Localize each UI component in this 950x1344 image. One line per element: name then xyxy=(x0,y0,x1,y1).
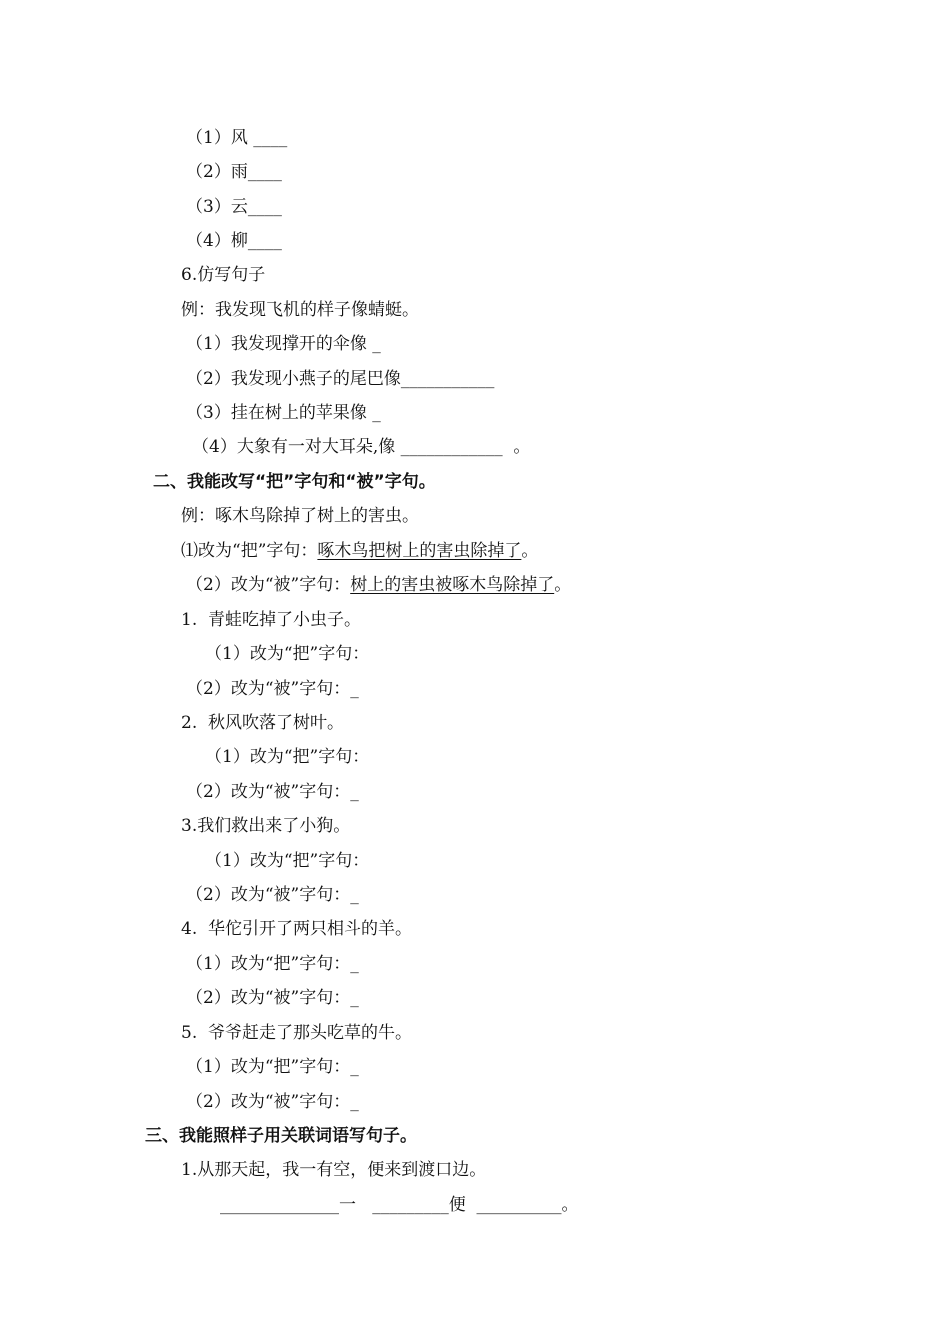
fill-item-2: （2）雨____ xyxy=(186,162,282,182)
question-6-item-2: （2）我发现小燕子的尾巴像___________ xyxy=(186,369,495,389)
question-6-item-4: （4）大象有一对大耳朵,像 ____________ 。 xyxy=(192,437,531,457)
section-2-q4-bei: （2）改为“被”字句：_ xyxy=(186,988,359,1008)
section-2-q3-ba: （1）改为“把”字句： xyxy=(205,851,370,871)
question-6-item-3: （3）挂在树上的苹果像 _ xyxy=(186,403,381,423)
section-3-heading: 三、我能照样子用关联词语写句子。 xyxy=(145,1126,417,1146)
fill-item-3: （3）云____ xyxy=(186,197,282,217)
section-2-q4: 4. 华佗引开了两只相斗的羊。 xyxy=(181,919,413,939)
section-2-example-answer-2 xyxy=(186,574,571,596)
section-3-q1: 1.从那天起，我一有空，便来到渡口边。 xyxy=(181,1160,487,1180)
section-2-q5-ba: （1）改为“把”字句：_ xyxy=(186,1057,359,1077)
section-2-q3-bei: （2）改为“被”字句：_ xyxy=(186,885,359,905)
question-6-example: 例：我发现飞机的样子像蜻蜓。 xyxy=(181,300,419,320)
answer-2-suffix: 。 xyxy=(554,575,572,595)
section-2-q5-bei: （2）改为“被”字句：_ xyxy=(186,1092,359,1112)
section-2-example: 例：啄木鸟除掉了树上的害虫。 xyxy=(181,506,419,526)
section-2-q2-ba: （1）改为“把”字句： xyxy=(205,747,370,767)
question-6-title: 6.仿写句子 xyxy=(181,265,266,285)
section-2-q5: 5. 爷爷赶走了那头吃草的牛。 xyxy=(181,1023,413,1043)
section-2-q3: 3.我们救出来了小狗。 xyxy=(181,816,351,836)
answer-1-suffix: 。 xyxy=(521,541,539,561)
section-2-heading: 二、我能改写“把”字句和“被”字句。 xyxy=(153,472,436,492)
answer-2-prefix: （2）改为“被”字句： xyxy=(186,575,351,595)
answer-1-text: 啄木鸟把树上的害虫除掉了 xyxy=(317,541,522,561)
section-2-q4-ba: （1）改为“把”字句：_ xyxy=(186,954,359,974)
section-2-q2-bei: （2）改为“被”字句：_ xyxy=(186,782,359,802)
section-2-q1: 1. 青蛙吃掉了小虫子。 xyxy=(181,610,362,630)
answer-1-prefix: ⑴改为“把”字句： xyxy=(181,541,318,561)
fill-item-4: （4）柳____ xyxy=(186,231,282,251)
fill-item-1: （1）风 ____ xyxy=(186,128,288,148)
section-2-q1-ba: （1）改为“把”字句： xyxy=(205,644,370,664)
section-2-q2: 2. 秋风吹落了树叶。 xyxy=(181,713,345,733)
question-6-item-1: （1）我发现撑开的伞像 _ xyxy=(186,334,381,354)
answer-2-text: 树上的害虫被啄木鸟除掉了 xyxy=(350,575,555,595)
section-3-q1-blanks: ______________一 _________便 __________。 xyxy=(220,1195,579,1215)
section-2-example-answer-1 xyxy=(181,540,538,562)
section-2-q1-bei: （2）改为“被”字句：_ xyxy=(186,679,359,699)
